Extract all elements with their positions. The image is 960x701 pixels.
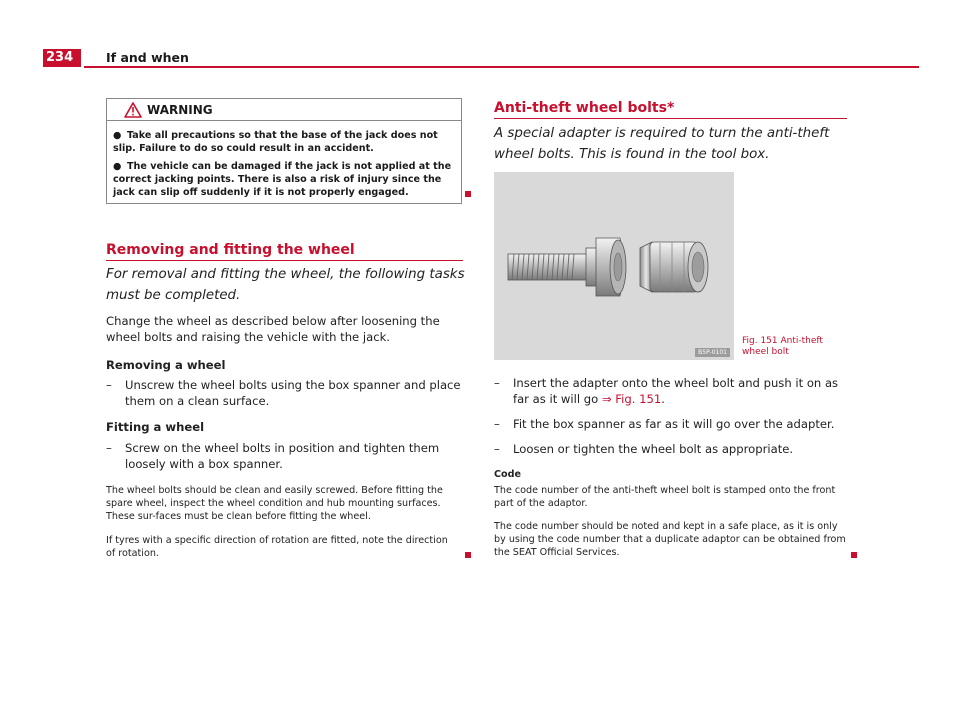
warning-item-text: Take all precautions so that the base of the jack does not slip. Failure to do so could result in an accident. xyxy=(113,130,438,154)
dash-bullet: – xyxy=(494,442,500,456)
dash-bullet: – xyxy=(106,441,112,455)
page-number: 234 xyxy=(43,49,81,67)
warning-box xyxy=(106,98,462,204)
warning-item-text: The vehicle can be damaged if the jack is not applied at the correct jacking points. There is also a risk of injury since the jack can slip off suddenly if it is not properly engaged. xyxy=(113,161,452,198)
chapter-title: If and when xyxy=(106,50,189,65)
warning-list xyxy=(113,129,457,204)
section-divider xyxy=(106,260,463,261)
list-item xyxy=(494,441,854,457)
list-item xyxy=(494,416,854,432)
bullet-icon: ● xyxy=(113,161,122,172)
bolt-and-adapter-illustration xyxy=(494,172,734,360)
section-end-marker xyxy=(465,552,471,558)
dash-bullet: – xyxy=(494,376,500,390)
warning-header xyxy=(107,99,461,121)
section-title-removing: Removing and fitting the wheel xyxy=(106,242,355,258)
list-item xyxy=(106,440,466,472)
note-paragraph: The wheel bolts should be clean and easily screwed. Before fitting the spare wheel, inspect the wheel condition and hub mounting surfaces. These sur-faces must be clean before fitting the wheel. xyxy=(106,485,443,522)
subheading-removing: Removing a wheel xyxy=(106,358,226,372)
body-paragraph: Change the wheel as described below after loosening the wheel bolts and raising the vehicle with the jack. xyxy=(106,314,440,344)
step-text: Insert the adapter onto the wheel bolt and push it on as far as it will go xyxy=(513,376,839,406)
list-item-text: Fit the box spanner as far as it will go over the adapter. xyxy=(513,417,835,431)
warning-triangle-icon xyxy=(124,102,142,118)
header-divider xyxy=(84,66,919,68)
figure-link[interactable]: ⇒ Fig. 151 xyxy=(601,392,662,406)
figure-anti-theft-bolt xyxy=(494,172,734,360)
figure-caption: Fig. 151 Anti-theft wheel bolt xyxy=(742,336,823,357)
code-paragraph: The code number should be noted and kept in a safe place, as it is only by using the code number that a duplicate adaptor can be obtained from the SEAT Official Services. xyxy=(494,521,846,558)
warning-item xyxy=(113,160,457,199)
list-item-text xyxy=(513,375,853,407)
section-end-marker xyxy=(851,552,857,558)
dash-bullet: – xyxy=(106,378,112,392)
step-suffix: . xyxy=(661,392,665,406)
section-intro: For removal and fitting the wheel, the following tasks must be completed. xyxy=(106,267,465,303)
section-end-marker xyxy=(465,191,471,197)
list-item-text: Loosen or tighten the wheel bolt as appropriate. xyxy=(513,442,794,456)
warning-title: WARNING xyxy=(147,103,213,117)
section-title-antitheft: Anti-theft wheel bolts* xyxy=(494,100,675,116)
figure-code: B5P-0101 xyxy=(695,348,730,357)
list-item xyxy=(494,375,854,407)
dash-bullet: – xyxy=(494,417,500,431)
list-item-text: Unscrew the wheel bolts using the box spanner and place them on a clean surface. xyxy=(125,378,461,408)
section-divider xyxy=(494,118,847,119)
code-paragraph: The code number of the anti-theft wheel bolt is stamped onto the front part of the adaptor. xyxy=(494,485,836,509)
subheading-fitting: Fitting a wheel xyxy=(106,420,205,434)
list-item xyxy=(106,377,466,409)
bullet-icon: ● xyxy=(113,130,122,141)
warning-item xyxy=(113,129,457,155)
note-paragraph: If tyres with a specific direction of rotation are fitted, note the direction of rotation. xyxy=(106,535,448,559)
subheading-code: Code xyxy=(494,469,522,480)
section-intro: A special adapter is required to turn the anti-theft wheel bolts. This is found in the tool box. xyxy=(494,126,830,162)
list-item-text: Screw on the wheel bolts in position and tighten them loosely with a box spanner. xyxy=(125,441,440,471)
